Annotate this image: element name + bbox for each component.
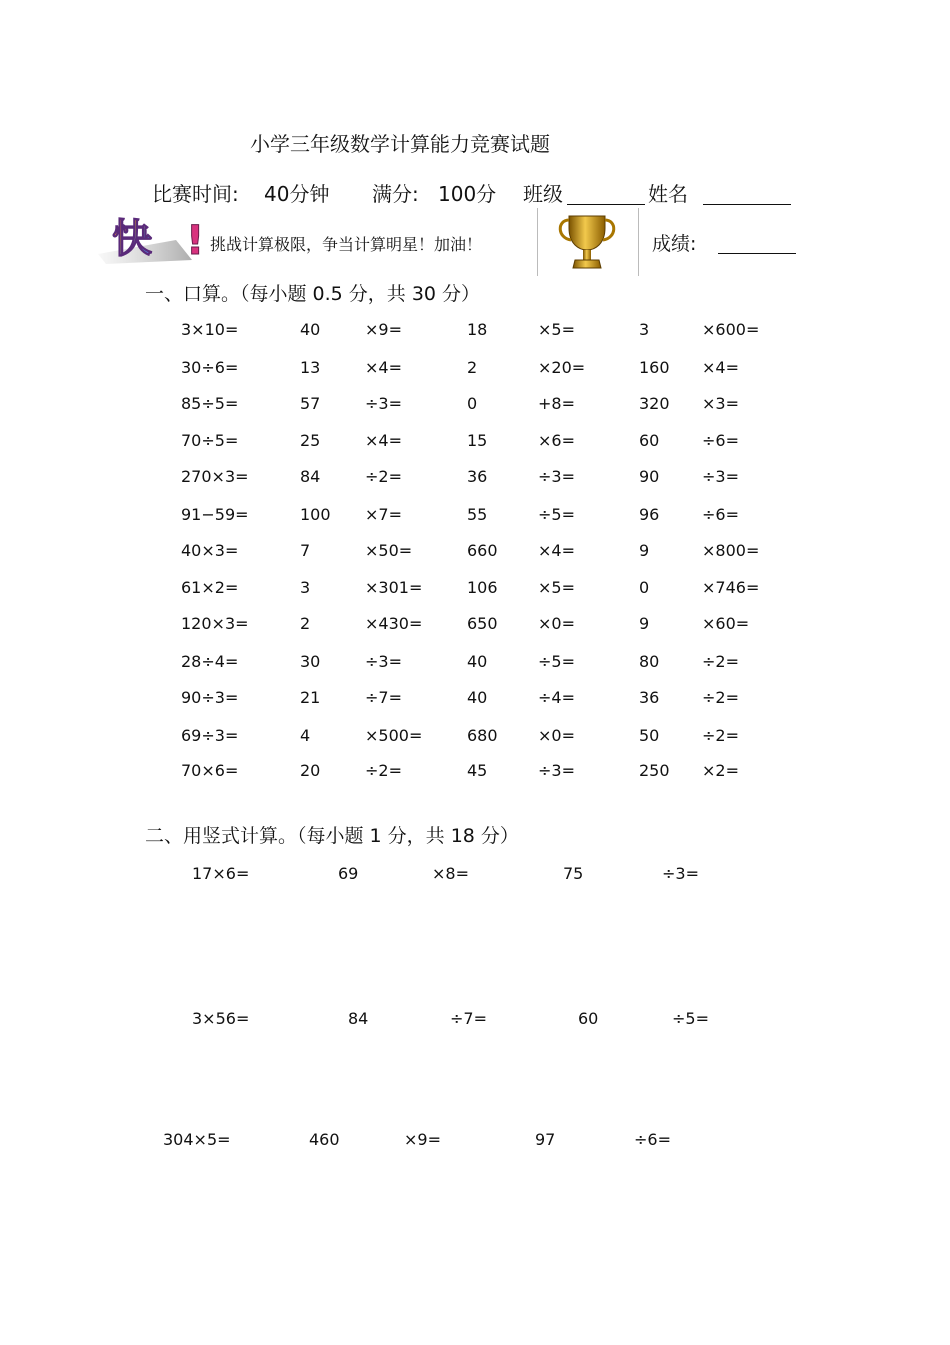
- oral-cell: 69÷3=: [181, 726, 239, 745]
- oral-cell: ÷3=: [365, 394, 402, 413]
- oral-cell: 320: [639, 394, 670, 413]
- oral-cell: 91−59=: [181, 505, 249, 524]
- oral-cell: ×7=: [365, 505, 402, 524]
- oral-cell: 40: [467, 688, 488, 707]
- oral-cell: 270×3=: [181, 467, 249, 486]
- oral-cell: 120×3=: [181, 614, 249, 633]
- oral-cell: 40: [300, 320, 321, 339]
- page-title: 小学三年级数学计算能力竞赛试题: [250, 132, 550, 156]
- oral-cell: 90: [639, 467, 660, 486]
- name-blank[interactable]: [703, 182, 791, 205]
- oral-cell: 0: [639, 578, 650, 597]
- oral-cell: ÷2=: [365, 761, 402, 780]
- kuai-char: 快: [112, 216, 152, 262]
- oral-cell: 36: [467, 467, 488, 486]
- oral-cell: ×600=: [702, 320, 760, 339]
- oral-cell: 9: [639, 614, 650, 633]
- oral-cell: 9: [639, 541, 650, 560]
- oral-cell: ×4=: [365, 431, 402, 450]
- vertical-calc-cell: ×8=: [432, 864, 469, 883]
- time-value: 40分钟: [264, 182, 330, 206]
- vertical-calc-cell: 3×56=: [192, 1009, 250, 1028]
- oral-cell: 0: [467, 394, 478, 413]
- oral-cell: 50: [639, 726, 660, 745]
- vertical-calc-cell: ×9=: [404, 1130, 441, 1149]
- oral-cell: ÷3=: [538, 761, 575, 780]
- oral-cell: 3: [639, 320, 650, 339]
- oral-cell: 15: [467, 431, 488, 450]
- oral-cell: ×0=: [538, 726, 575, 745]
- oral-cell: ×9=: [365, 320, 402, 339]
- oral-cell: ÷6=: [702, 505, 739, 524]
- oral-cell: 70×6=: [181, 761, 239, 780]
- class-blank[interactable]: [567, 182, 645, 205]
- oral-cell: ×0=: [538, 614, 575, 633]
- oral-cell: ×50=: [365, 541, 413, 560]
- vertical-calc-cell: 304×5=: [163, 1130, 231, 1149]
- oral-cell: ÷2=: [365, 467, 402, 486]
- oral-cell: 40: [467, 652, 488, 671]
- oral-cell: 21: [300, 688, 321, 707]
- name-label: 姓名: [648, 182, 688, 206]
- oral-cell: 3×10=: [181, 320, 239, 339]
- oral-cell: ÷2=: [702, 688, 739, 707]
- oral-cell: ÷5=: [538, 505, 575, 524]
- exclaim-char: !: [186, 218, 205, 264]
- oral-cell: ×20=: [538, 358, 586, 377]
- oral-cell: 84: [300, 467, 321, 486]
- oral-cell: 25: [300, 431, 321, 450]
- oral-cell: 55: [467, 505, 488, 524]
- oral-cell: 30: [300, 652, 321, 671]
- oral-cell: 3: [300, 578, 311, 597]
- kuai-logo: [96, 210, 211, 268]
- oral-cell: 28÷4=: [181, 652, 239, 671]
- oral-cell: 106: [467, 578, 498, 597]
- oral-cell: ×60=: [702, 614, 750, 633]
- oral-cell: ×4=: [365, 358, 402, 377]
- oral-cell: ×430=: [365, 614, 423, 633]
- kuai-logo-art: [96, 210, 211, 268]
- oral-cell: ×3=: [702, 394, 739, 413]
- oral-cell: 57: [300, 394, 321, 413]
- vertical-calc-cell: 460: [309, 1130, 340, 1149]
- oral-cell: ×301=: [365, 578, 423, 597]
- oral-cell: 660: [467, 541, 498, 560]
- section1-title: 一、口算。（每小题 0.5 分，共 30 分）: [145, 283, 481, 305]
- oral-cell: ×4=: [538, 541, 575, 560]
- oral-cell: 250: [639, 761, 670, 780]
- oral-cell: 160: [639, 358, 670, 377]
- oral-cell: 60: [639, 431, 660, 450]
- oral-cell: ÷4=: [538, 688, 575, 707]
- oral-cell: ×5=: [538, 320, 575, 339]
- oral-cell: ×4=: [702, 358, 739, 377]
- full-score-value: 100分: [438, 182, 497, 206]
- oral-cell: ÷2=: [702, 726, 739, 745]
- vertical-calc-cell: ÷5=: [672, 1009, 709, 1028]
- class-label: 班级: [523, 182, 563, 206]
- time-label: 比赛时间:: [152, 182, 239, 206]
- oral-cell: ×746=: [702, 578, 760, 597]
- oral-cell: ×5=: [538, 578, 575, 597]
- section2-title: 二、用竖式计算。（每小题 1 分，共 18 分）: [145, 825, 519, 847]
- oral-cell: ÷7=: [365, 688, 402, 707]
- vertical-calc-cell: 97: [535, 1130, 556, 1149]
- oral-cell: ÷6=: [702, 431, 739, 450]
- oral-cell: 36: [639, 688, 660, 707]
- oral-cell: 7: [300, 541, 311, 560]
- full-score-label: 满分:: [372, 182, 419, 206]
- oral-cell: ÷3=: [702, 467, 739, 486]
- oral-cell: 13: [300, 358, 321, 377]
- oral-cell: 20: [300, 761, 321, 780]
- vertical-calc-cell: 75: [563, 864, 584, 883]
- oral-cell: ÷3=: [538, 467, 575, 486]
- slogan-text: 挑战计算极限，争当计算明星！加油！: [210, 235, 483, 254]
- oral-cell: 61×2=: [181, 578, 239, 597]
- oral-cell: 40×3=: [181, 541, 239, 560]
- vertical-calc-cell: 69: [338, 864, 359, 883]
- oral-cell: 80: [639, 652, 660, 671]
- vertical-calc-cell: 17×6=: [192, 864, 250, 883]
- oral-cell: 4: [300, 726, 311, 745]
- oral-cell: ×2=: [702, 761, 739, 780]
- trophy-icon: [555, 210, 619, 274]
- oral-cell: 70÷5=: [181, 431, 239, 450]
- oral-cell: 45: [467, 761, 488, 780]
- oral-cell: 30÷6=: [181, 358, 239, 377]
- oral-cell: ×800=: [702, 541, 760, 560]
- oral-cell: +8=: [538, 394, 575, 413]
- oral-cell: 650: [467, 614, 498, 633]
- oral-cell: 85÷5=: [181, 394, 239, 413]
- oral-cell: ÷2=: [702, 652, 739, 671]
- vertical-calc-cell: ÷7=: [450, 1009, 487, 1028]
- oral-cell: 2: [300, 614, 311, 633]
- oral-cell: 2: [467, 358, 478, 377]
- vertical-calc-cell: ÷3=: [662, 864, 699, 883]
- oral-cell: ×6=: [538, 431, 575, 450]
- vertical-calc-cell: ÷6=: [634, 1130, 671, 1149]
- oral-cell: ÷5=: [538, 652, 575, 671]
- vertical-calc-cell: 60: [578, 1009, 599, 1028]
- vertical-calc-cell: 84: [348, 1009, 369, 1028]
- score-blank[interactable]: [718, 253, 796, 254]
- oral-cell: ×500=: [365, 726, 423, 745]
- oral-cell: 18: [467, 320, 488, 339]
- oral-cell: 680: [467, 726, 498, 745]
- oral-cell: ÷3=: [365, 652, 402, 671]
- oral-cell: 96: [639, 505, 660, 524]
- oral-cell: 90÷3=: [181, 688, 239, 707]
- oral-cell: 100: [300, 505, 331, 524]
- score-label: 成绩:: [652, 233, 697, 255]
